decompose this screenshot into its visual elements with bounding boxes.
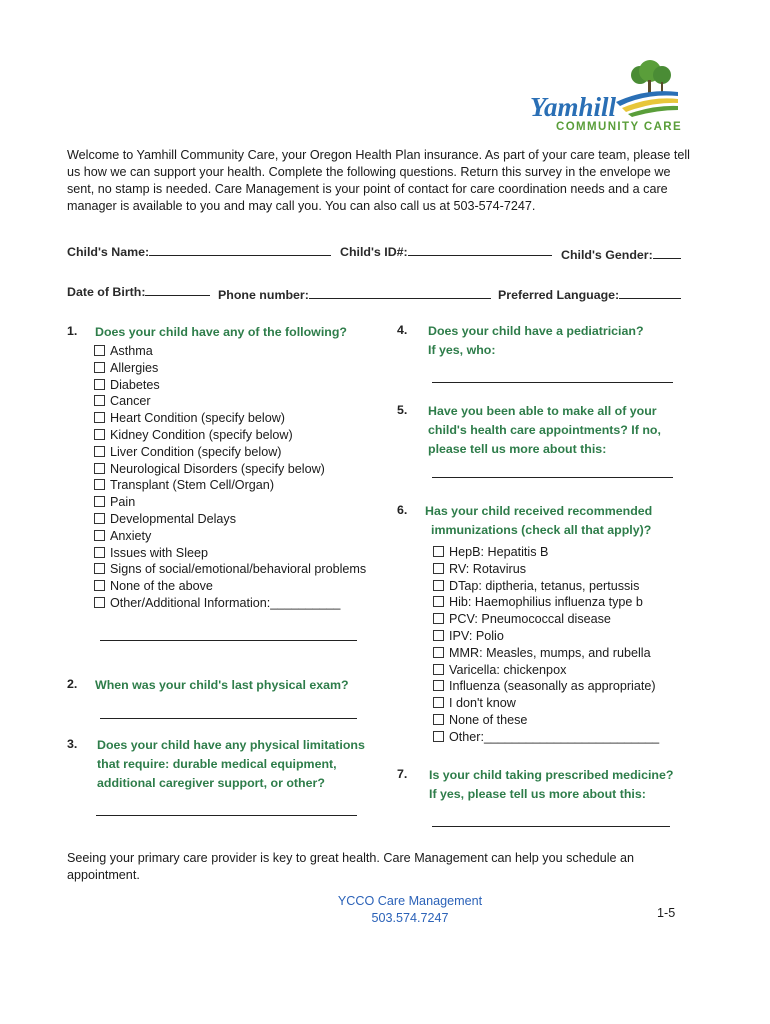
q7-answer-line[interactable] [432,826,670,827]
q6-option-label: PCV: Pneumococcal disease [449,612,611,627]
checkbox-icon[interactable] [94,362,105,373]
language-line[interactable] [619,286,681,299]
q1-answer-line[interactable] [100,640,357,641]
q1-option[interactable] [94,545,366,562]
child-id-field[interactable] [340,243,552,261]
checkbox-icon[interactable] [433,630,444,641]
q1-option-label: Asthma [110,344,153,358]
q3-line-2: that require: durable medical equipment, [97,757,337,771]
q1-option[interactable] [94,461,366,478]
checkbox-icon[interactable] [433,697,444,708]
phone-field[interactable] [218,286,491,304]
q6-option-label: DTap: diptheria, tetanus, pertussis [449,578,640,593]
checkbox-icon[interactable] [433,596,444,607]
q7-line-2: If yes, please tell us more about this: [429,787,646,801]
q2-number: 2. [67,677,78,691]
yamhill-logo [528,58,688,138]
q6-option-label: Other:_________________________ [449,729,660,744]
checkbox-icon[interactable] [433,580,444,591]
checkbox-icon[interactable] [94,479,105,490]
q6-option[interactable] [433,678,659,695]
q1-option-label: Anxiety [110,528,152,543]
checkbox-icon[interactable] [433,613,444,624]
q1-options [94,343,366,612]
dob-label: Date of Birth: [67,285,146,299]
q2-text: When was your child's last physical exam? [95,678,349,692]
contact-block [300,893,520,927]
checkbox-icon[interactable] [433,647,444,658]
q5-line-2: child's health care appointments? If no, [428,423,661,437]
checkbox-icon[interactable] [433,714,444,725]
logo-name-bottom: COMMUNITY CARE [556,121,683,133]
q6-option[interactable] [433,544,659,561]
q1-option-label: Pain [110,495,136,510]
q1-option[interactable] [94,578,366,595]
dob-field[interactable] [67,283,210,301]
checkbox-icon[interactable] [94,345,105,356]
q1-option-label: Cancer [110,394,151,409]
child-name-line[interactable] [149,243,331,256]
q6-option[interactable] [433,578,659,595]
q1-option-label: Heart Condition (specify below) [110,411,285,426]
q3-number: 3. [67,737,78,751]
q6-option[interactable] [433,695,659,712]
q4-answer-line[interactable] [432,382,673,383]
q6-line-2: immunizations (check all that apply)? [431,523,652,537]
q1-option[interactable] [94,393,366,410]
checkbox-icon[interactable] [433,563,444,574]
child-name-field[interactable] [67,243,331,261]
q6-option-label: I don't know [449,696,516,711]
child-id-label: Child's ID#: [340,245,408,259]
phone-line[interactable] [309,286,491,299]
q1-option[interactable] [94,410,366,427]
q6-option-label: Varicella: chickenpox [449,662,567,677]
q6-option-label: Influenza (seasonally as appropriate) [449,679,656,694]
q1-option-label: Liver Condition (specify below) [110,444,282,459]
q6-option[interactable] [433,594,659,611]
checkbox-icon[interactable] [94,429,105,440]
footer-paragraph: Seeing your primary care provider is key to great health. Care Management can help you schedule an appointment. [67,851,635,882]
q1-text: Does your child have any of the following? [95,325,347,339]
page-number: 1-5 [657,906,676,920]
q5-text [428,402,661,459]
q1-option-label: Transplant (Stem Cell/Organ) [110,478,275,493]
language-field[interactable] [498,286,681,304]
q1-option[interactable] [94,494,366,511]
checkbox-icon[interactable] [94,379,105,390]
q5-number: 5. [397,403,408,417]
q6-line-1: Has your child received recommended [425,504,653,518]
q6-option-label: HepB: Hepatitis B [449,545,549,559]
checkbox-icon[interactable] [94,412,105,423]
contact-phone: 503.574.7247 [371,911,449,925]
q6-option[interactable] [433,729,659,746]
q6-option[interactable] [433,561,659,578]
q3-line-1: Does your child have any physical limitations [97,738,365,752]
q6-option-label: RV: Rotavirus [449,561,526,576]
q3-line-3: additional caregiver support, or other? [97,776,325,790]
q1-option[interactable] [94,360,366,377]
q6-options [433,544,659,746]
q5-line-1: Have you been able to make all of your [428,404,657,418]
q4-line-2: If yes, who: [428,343,496,357]
q1-option-label: Kidney Condition (specify below) [110,427,293,442]
logo-name-top: Yamhill [530,92,617,122]
q1-option-label: Signs of social/emotional/behavioral problems [110,562,367,577]
q1-option[interactable] [94,595,366,612]
q1-option[interactable] [94,427,366,444]
q1-option[interactable] [94,444,366,461]
checkbox-icon[interactable] [94,547,105,558]
checkbox-icon[interactable] [94,496,105,507]
checkbox-icon[interactable] [94,446,105,457]
checkbox-icon[interactable] [433,546,444,557]
q4-line-1: Does your child have a pediatrician? [428,324,644,338]
q1-option[interactable] [94,377,366,394]
child-gender-label: Child's Gender: [561,248,653,262]
q1-option[interactable] [94,561,366,578]
q6-option-label: Hib: Haemophilius influenza type b [449,595,643,610]
q6-option[interactable] [433,712,659,729]
checkbox-icon[interactable] [433,680,444,691]
q1-option[interactable] [94,343,366,360]
checkbox-icon[interactable] [94,513,105,524]
child-gender-field[interactable] [561,246,681,264]
checkbox-icon[interactable] [94,580,105,591]
q6-text [425,502,652,540]
checkbox-icon[interactable] [94,395,105,406]
child-gender-line[interactable] [653,246,681,259]
q6-option-label: IPV: Polio [449,628,504,643]
q1-number: 1. [67,324,78,338]
q1-option-label: Other/Additional Information:__________ [110,595,341,610]
language-label: Preferred Language: [498,288,620,302]
q7-number: 7. [397,767,408,781]
q5-line-3: please tell us more about this: [428,442,607,456]
q4-text [428,322,644,360]
q6-option[interactable] [433,645,659,662]
q7-line-1: Is your child taking prescribed medicine? [429,768,674,782]
checkbox-icon[interactable] [94,530,105,541]
q1-option[interactable] [94,477,366,494]
checkbox-icon[interactable] [433,664,444,675]
q5-answer-line[interactable] [432,477,673,478]
q1-option-label: None of the above [110,579,213,594]
q6-option[interactable] [433,628,659,645]
q1-option[interactable] [94,528,366,545]
q1-option-label: Developmental Delays [110,511,236,526]
checkbox-icon[interactable] [433,731,444,742]
q7-text [429,766,673,804]
q6-option[interactable] [433,611,659,628]
child-id-line[interactable] [408,243,552,256]
q6-option[interactable] [433,662,659,679]
q2-answer-line[interactable] [100,718,357,719]
q1-option-label: Neurological Disorders (specify below) [110,461,325,476]
q6-option-label: None of these [449,712,528,727]
checkbox-icon[interactable] [94,563,105,574]
q3-answer-line[interactable] [96,815,357,816]
checkbox-icon[interactable] [94,463,105,474]
dob-line[interactable] [145,283,210,296]
contact-org: YCCO Care Management [337,894,483,908]
q6-number: 6. [397,503,408,517]
q1-option[interactable] [94,511,366,528]
q1-option-label: Allergies [110,360,159,375]
q6-option-label: MMR: Measles, mumps, and rubella [449,645,651,660]
q4-number: 4. [397,323,408,337]
child-name-label: Child's Name: [67,245,150,259]
q3-text [97,736,365,793]
logo-graphic [528,58,688,138]
phone-label: Phone number: [218,288,309,302]
intro-paragraph: Welcome to Yamhill Community Care, your Oregon Health Plan insurance. As part of your care team, please tell us how we can support your health. Complete the following questions. Return this survey in the envelope we sent, no stamp is needed. Care Management is your point of contact for care coordination needs and a care manager is available to you and may call you. You can also call us at 503-574-7247. [67,148,690,213]
q1-option-label: Diabetes [110,377,160,392]
q1-option-label: Issues with Sleep [110,545,209,560]
checkbox-icon[interactable] [94,597,105,608]
